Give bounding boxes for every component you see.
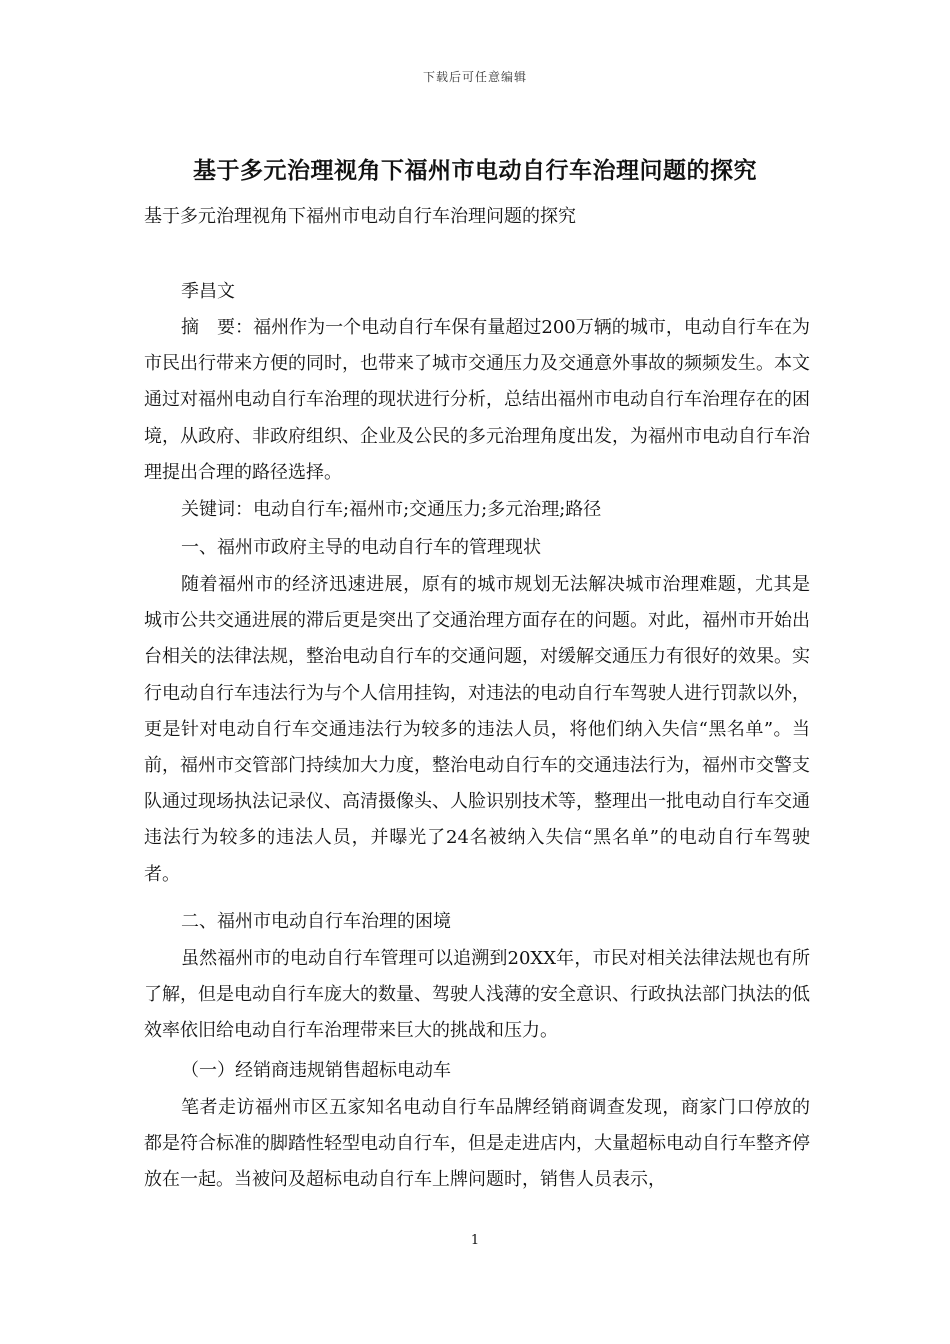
- abstract-paragraph: 摘 要：福州作为一个电动自行车保有量超过200万辆的城市，电动自行车在为市民出行带来方便的同时，也带来了城市交通压力及交通意外事故的频频发生。本文通过对福州电动自行车治理的现状进行分析，总结出福州市电动自行车治理存在的困境，从政府、非政府组织、企业及公民的多元治理角度出发，为福州市电动自行车治理提出合理的路径选择。: [144, 317, 810, 483]
- keywords-block: [144, 492, 810, 528]
- section-heading-2: 二、福州市电动自行车治理的困境: [181, 911, 451, 932]
- section-heading-2-block: [144, 904, 810, 940]
- section-heading-1-block: [144, 530, 810, 566]
- section-heading-1: 一、福州市政府主导的电动自行车的管理现状: [181, 537, 541, 558]
- keywords-paragraph: 关键词：电动自行车;福州市;交通压力;多元治理;路径: [181, 499, 602, 520]
- subsection-heading-1-block: [144, 1053, 810, 1089]
- subsection-heading-1: （一）经销商违规销售超标电动车: [181, 1060, 451, 1081]
- section-2-body-block: [144, 941, 810, 1050]
- document-title: 基于多元治理视角下福州市电动自行车治理问题的探究: [193, 157, 757, 184]
- document-subtitle: 基于多元治理视角下福州市电动自行车治理问题的探究: [144, 206, 576, 227]
- author-name: 季昌文: [181, 281, 235, 302]
- subsection-1-paragraph: 笔者走访福州市区五家知名电动自行车品牌经销商调查发现，商家门口停放的都是符合标准的脚踏性轻型电动自行车，但是走进店内，大量超标电动自行车整齐停放在一起。当被问及超标电动自行车上牌问题时，销售人员表示，: [144, 1097, 810, 1191]
- subsection-1-body-block: [144, 1090, 810, 1199]
- abstract-block: [144, 310, 810, 491]
- section-1-body-block: [144, 567, 810, 893]
- header-note: 下载后可任意编辑: [422, 70, 527, 84]
- page-number: 1: [470, 1233, 480, 1248]
- section-1-paragraph: 随着福州市的经济迅速进展，原有的城市规划无法解决城市治理难题，尤其是城市公共交通进展的滞后更是突出了交通治理方面存在的问题。对此，福州市开始出台相关的法律法规，整治电动自行车的交通问题，对缓解交通压力有很好的效果。实行电动自行车违法行为与个人信用挂钩，对违法的电动自行车驾驶人进行罚款以外，更是针对电动自行车交通违法行为较多的违法人员，将他们纳入失信“黑名单”。当前，福州市交管部门持续加大力度，整治电动自行车的交通违法行为，福州市交警支队通过现场执法记录仪、高清摄像头、人脸识别技术等，整理出一批电动自行车交通违法行为较多的违法人员，并曝光了24名被纳入失信“黑名单”的电动自行车驾驶者。: [144, 574, 810, 885]
- section-2-paragraph: 虽然福州市的电动自行车管理可以追溯到20XX年，市民对相关法律法规也有所了解，但是电动自行车庞大的数量、驾驶人浅薄的安全意识、行政执法部门执法的低效率依旧给电动自行车治理带来巨大的挑战和压力。: [144, 948, 810, 1042]
